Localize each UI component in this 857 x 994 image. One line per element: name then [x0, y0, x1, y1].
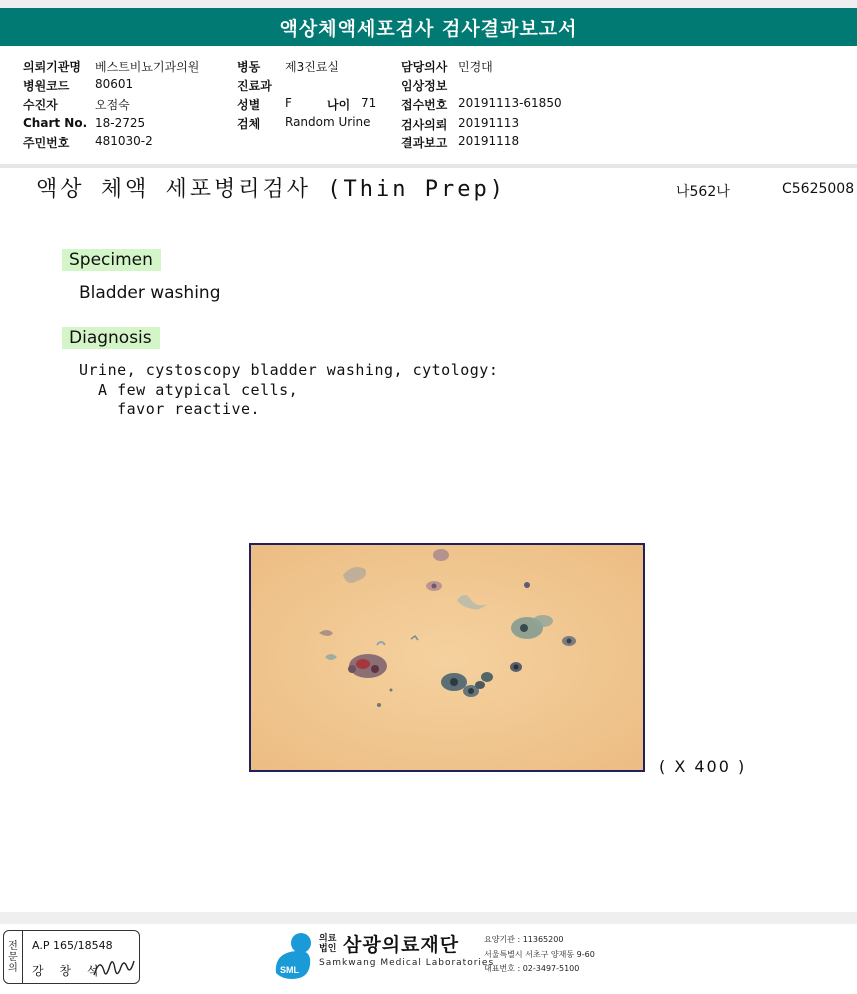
contact-line: 대표번호 : 02-3497-5100	[484, 964, 580, 973]
report-code-left: 나562나	[676, 184, 730, 200]
info-label: 나이	[327, 98, 351, 112]
micrograph-image	[251, 545, 643, 770]
info-value: 오점숙	[95, 98, 130, 112]
info-label: 성별	[237, 98, 261, 112]
org-type	[319, 934, 336, 954]
contact-line: 요양기관 : 11365200	[484, 935, 564, 944]
specialist-label	[4, 931, 23, 983]
info-value: Random Urine	[285, 115, 371, 129]
sml-logo-text: SML	[280, 965, 299, 975]
info-value: 481030-2	[95, 134, 153, 148]
diagnosis-heading: Diagnosis	[62, 327, 160, 349]
organization-name: 삼광의료재단	[343, 934, 460, 956]
document-title: 액상 체액 세포병리검사 (Thin Prep)	[36, 177, 506, 202]
info-value: 20191113	[458, 116, 520, 130]
specimen-value: Bladder washing	[79, 283, 221, 303]
magnification-label: ( X 400 )	[659, 757, 747, 776]
org-type-line: 법인	[319, 944, 337, 954]
report-footer	[0, 924, 857, 994]
section-divider	[0, 164, 857, 168]
info-value: 민경대	[458, 60, 493, 74]
signature-scribble	[92, 955, 136, 979]
organization-english-name: Samkwang Medical Laboratories	[319, 958, 495, 968]
info-value: 제3진료실	[285, 60, 340, 74]
top-strip	[0, 0, 857, 8]
info-label: 진료과	[237, 79, 272, 93]
diagnosis-line: Urine, cystoscopy bladder washing, cytology:	[79, 361, 499, 379]
diagnosis-line: favor reactive.	[79, 400, 261, 418]
pathology-number: A.P 165/18548	[32, 939, 113, 952]
pathologist-signature-box	[3, 930, 140, 984]
specialist-char: 문	[8, 951, 18, 963]
info-label: 접수번호	[401, 98, 448, 112]
sml-logo-icon	[270, 929, 316, 981]
info-label: 주민번호	[23, 136, 70, 150]
contact-line: 서울특별시 서초구 양재동 9-60	[484, 950, 595, 959]
report-title: 액상체액세포검사 검사결과보고서	[279, 17, 578, 40]
info-label: 병동	[237, 60, 261, 74]
info-label: 담당의사	[401, 60, 448, 74]
info-label: 병원코드	[23, 79, 70, 93]
info-value: 20191113-61850	[458, 96, 562, 110]
info-value: 80601	[95, 77, 134, 91]
info-value: 베스트비뇨기과의원	[95, 60, 200, 74]
bottom-strip	[0, 912, 857, 924]
cytology-micrograph	[249, 543, 645, 772]
info-label: Chart No.	[23, 116, 88, 130]
info-label: 임상정보	[401, 79, 448, 93]
diagnosis-line: A few atypical cells,	[79, 381, 299, 399]
pathologist-name: 강 창 석	[32, 964, 105, 978]
info-label: 검사의뢰	[401, 118, 448, 132]
report-code-right: C5625008	[782, 181, 855, 197]
patient-info-block	[0, 46, 857, 164]
info-label: 결과보고	[401, 136, 448, 150]
info-value: 71	[361, 96, 377, 110]
report-title-bar	[0, 8, 857, 46]
specialist-char: 의	[8, 962, 18, 974]
info-value: F	[285, 96, 292, 110]
info-label: 검체	[237, 117, 261, 131]
specimen-heading: Specimen	[62, 249, 161, 271]
info-value: 20191118	[458, 134, 520, 148]
info-label: 수진자	[23, 98, 58, 112]
specialist-char: 전	[8, 940, 18, 952]
info-value: 18-2725	[95, 116, 146, 130]
info-label: 의뢰기관명	[23, 60, 81, 74]
org-type-line: 의료	[319, 934, 337, 944]
